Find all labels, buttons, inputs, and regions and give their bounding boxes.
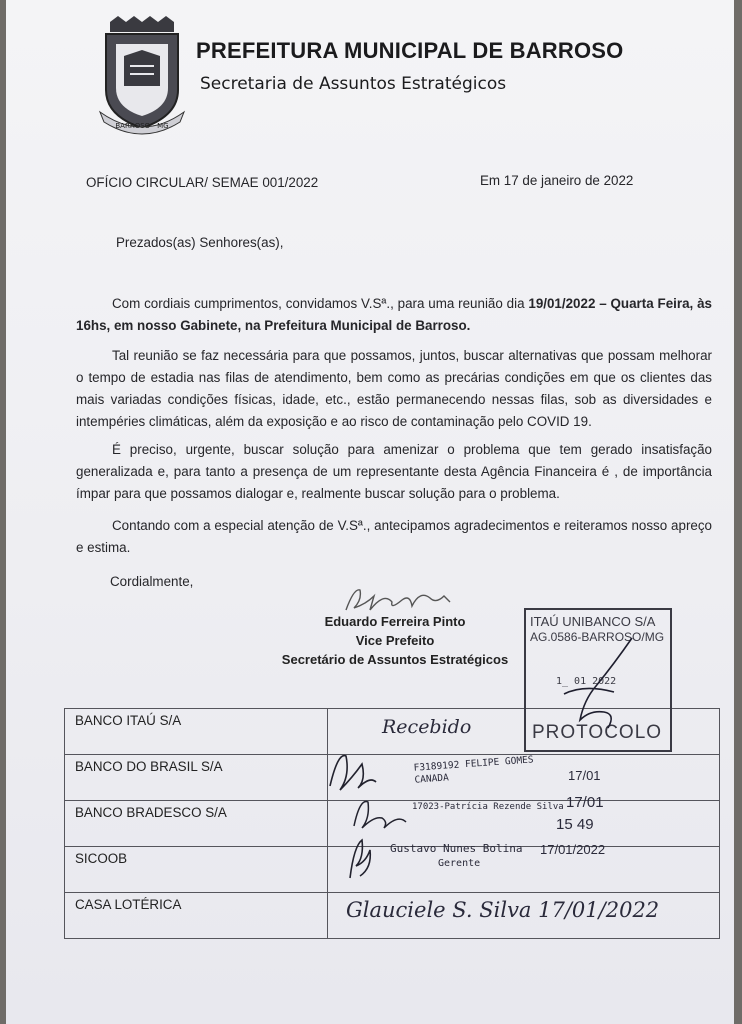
bb-signature [322,746,382,798]
receipt-bradesco-date: 17/01 [566,794,604,811]
receipt-sicoob: Gustavo Nunes Bolina [390,842,523,855]
document-reference: OFÍCIO CIRCULAR/ SEMAE 001/2022 [86,175,319,190]
stamp-signature [544,634,654,734]
bank-name: BANCO ITAÚ S/A [65,709,328,755]
bank-name: SICOOB [65,847,328,893]
stamp-agency: AG.0586-BARROSO/MG [530,630,665,644]
receipt-bradesco-time: 15 49 [556,816,594,833]
receipt-bb-date: 17/01 [568,768,601,783]
document-date: Em 17 de janeiro de 2022 [480,173,634,188]
sicoob-signature [340,836,380,882]
bradesco-signature [348,794,412,834]
paragraph-invitation [76,293,712,337]
paragraph-invitation-text: Com cordiais cumprimentos, convidamos V.Sª., para uma reunião dia [112,296,529,311]
signature-block [270,612,520,669]
svg-text:BARROSO - MG: BARROSO - MG [115,122,169,130]
paragraph-reason [76,345,712,433]
paragraph-reason-text: Tal reunião se faz necessária para que possamos, juntos, buscar alternativas que possam melhorar o tempo de estadia nas filas de atendimento, bem como as precárias condições em que os clientes das mais variadas condições físicas, idade, etc., estão permanecendo nessas filas, sob as diversidades e intempéries climáticas, além da exposição e ao risco de contaminação pelo COVID 19. [76,348,712,429]
bank-name: CASA LOTÉRICA [65,893,328,939]
receipt-cell [328,847,720,893]
stamp-bank: ITAÚ UNIBANCO S/A [530,614,656,629]
signatory-role: Vice Prefeito [355,633,435,648]
receipt-itau: Recebido [382,716,472,738]
signatory-name: Eduardo Ferreira Pinto [324,614,466,629]
paragraph-urgency-text: É preciso, urgente, buscar solução para amenizar o problema que tem gerado insatisfação generalizada e, para tanto a presença de um representante desta Agência Financeira é , de importância ímpar para que possamos dialogar e, realmente buscar solução para o problema. [76,442,712,501]
page-title: PREFEITURA MUNICIPAL DE BARROSO [196,38,624,63]
municipal-crest-logo [96,16,188,136]
handwritten-signature [340,582,460,616]
receipt-sicoob-date: 17/01/2022 [540,842,606,857]
paragraph-thanks [76,515,712,559]
receipt-sicoob-role: Gerente [438,858,481,869]
paragraph-thanks-text: Contando com a especial atenção de V.Sª., antecipamos agradecimentos e reiteramos nosso apreço e estima. [76,518,712,555]
signatory-department: Secretário de Assuntos Estratégicos [281,652,509,667]
bank-name: BANCO BRADESCO S/A [65,801,328,847]
paragraph-urgency [76,439,712,505]
receipt-bb: F3189192 FELIPE GOMES CANADA [413,754,534,786]
receipt-bradesco: 17023-Patrícia Rezende Silva [412,802,564,812]
stamp-label: PROTOCOLO [532,722,663,743]
salutation: Prezados(as) Senhores(as), [116,235,284,250]
receipt-loterica: Glauciele S. Silva 17/01/2022 [346,898,660,922]
protocol-stamp [524,608,672,752]
stamp-date: 1_ 01 2022 [556,676,617,687]
page-subtitle: Secretaria de Assuntos Estratégicos [200,74,507,94]
meeting-details: 19/01/2022 – Quarta Feira, às 16hs, em nosso Gabinete, na Prefeitura Municipal de Barroso. [76,296,712,333]
closing: Cordialmente, [110,574,194,589]
bank-name: BANCO DO BRASIL S/A [65,755,328,801]
